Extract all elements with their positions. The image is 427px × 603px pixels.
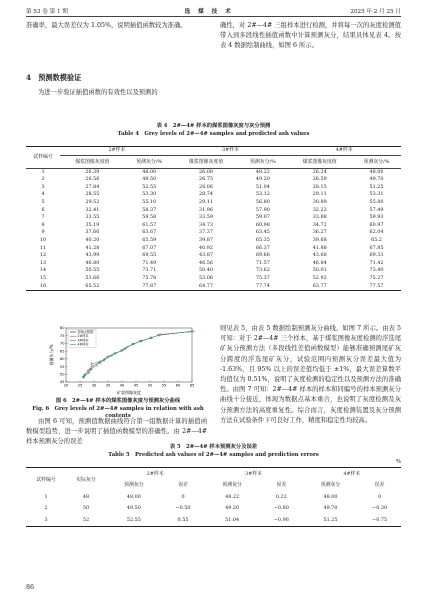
table-row: [26, 252, 401, 260]
x-tick-label: 20: [63, 383, 69, 388]
table-cell: 77.87: [142, 282, 157, 289]
table-cell: 32.23: [312, 206, 327, 213]
table-cell: 53.12: [255, 191, 270, 198]
table-cell: 29.52: [85, 198, 100, 205]
table-cell: 27.84: [85, 183, 100, 190]
table-cell: 49.70: [323, 505, 338, 512]
table-cell: 50.40: [199, 267, 214, 274]
table-cell: 77.57: [369, 282, 384, 289]
body-left-text: 由图 6 可知，预测值数据曲线符合第一组数据计算的插值函数模型趋势，进一步说明了插值函数模型的准确性。由 2#—4# 样本预测灰分的误差: [26, 418, 207, 446]
table4-sub-gray: 煤浆图像灰度值: [287, 155, 352, 168]
table-cell: 51.25: [369, 183, 384, 190]
table-cell: 16: [39, 282, 47, 289]
running-header: [26, 6, 401, 17]
figure6-caption-en: Fig. 6 Grey levels of 2#—4# samples in relation with ash contents: [32, 406, 204, 419]
table-cell: 4: [41, 191, 45, 198]
table-cell: 0: [378, 493, 382, 500]
table-cell: −0.75: [372, 516, 388, 523]
table-row: [26, 222, 401, 230]
table-cell: 43.68: [312, 252, 327, 259]
table4-sub-ash: 预测灰分/%: [352, 155, 401, 168]
table-cell: 41.28: [85, 244, 100, 251]
table-cell: 40.92: [199, 244, 214, 251]
x-tick-label: 35: [105, 383, 111, 388]
table-cell: 75.37: [255, 274, 270, 281]
table-cell: 2: [41, 176, 45, 183]
table-cell: 48.22: [225, 493, 240, 500]
table-cell: 65.2: [371, 236, 382, 243]
table-cell: 53.66: [85, 274, 100, 281]
table-cell: 55.10: [142, 198, 157, 205]
table-cell: 10: [39, 236, 47, 243]
table-cell: 57.49: [369, 206, 384, 213]
table-cell: 61.57: [142, 221, 157, 228]
y-tick-label: 50: [59, 372, 65, 377]
table-cell: 75.78: [142, 274, 157, 281]
table-cell: 30.89: [312, 198, 327, 205]
table-cell: 59.93: [369, 214, 384, 221]
table-cell: 56.80: [255, 198, 270, 205]
table-row: [26, 245, 401, 253]
table-cell: 71.57: [255, 259, 270, 266]
table-cell: 5: [41, 198, 45, 205]
table-cell: 7: [41, 214, 45, 221]
table-cell: 63.67: [142, 229, 157, 236]
table-cell: 48.00: [142, 168, 157, 175]
table-cell: 60.98: [255, 221, 270, 228]
table-cell: 67.85: [369, 244, 384, 251]
table-cell: 26.39: [85, 168, 100, 175]
table4-col-id: 试样编号: [26, 147, 60, 169]
table-row: [26, 237, 401, 245]
table-cell: 46.56: [199, 259, 214, 266]
table-cell: 71.42: [369, 259, 384, 266]
table-cell: 39.87: [199, 236, 214, 243]
table-cell: 0: [181, 493, 185, 500]
table-cell: 26.24: [312, 168, 327, 175]
table-cell: 33.59: [199, 214, 214, 221]
table-cell: 48.00: [323, 493, 338, 500]
table4-group-4: 4#样本: [287, 147, 401, 156]
table-cell: 9: [41, 229, 45, 236]
table-cell: 2: [44, 505, 48, 512]
table5-sub-pred: 预测灰分: [320, 482, 341, 489]
table-cell: 3: [41, 183, 45, 190]
table-row: [26, 514, 401, 526]
table-cell: 53.06: [199, 274, 214, 281]
table5-unit: %: [395, 459, 401, 465]
y-tick-label: 75: [59, 333, 65, 338]
para-1: 为进一步验证插值函数的有效性以及预测的: [38, 89, 158, 96]
table-cell: 37.37: [199, 229, 214, 236]
table-cell: 62.04: [369, 229, 384, 236]
page-number: 86: [26, 584, 35, 591]
table-cell: 69.55: [142, 252, 157, 259]
x-tick-label: 45: [133, 383, 139, 388]
table-cell: 55.80: [369, 198, 384, 205]
intro-left-text: 准确率，最大误差仅为 1.05%，说明插值函数较为准确。: [26, 22, 187, 29]
table-cell: 49.50: [142, 176, 157, 183]
table-cell: 49.50: [126, 505, 141, 512]
table-cell: 8: [41, 221, 45, 228]
table-cell: 73.40: [369, 267, 384, 274]
journal-title: 选 煤 技 术: [184, 9, 234, 15]
table-cell: 46.80: [85, 259, 100, 266]
y-tick-label: 65: [59, 349, 65, 354]
table4-sub-ash: 预测灰分/%: [238, 155, 287, 168]
table-row: [26, 184, 401, 192]
section-heading: 4 预测数模验证: [26, 73, 82, 82]
table-row: [26, 207, 401, 215]
table-cell: 15: [39, 274, 47, 281]
legend-label: 原始点数据: [77, 330, 94, 334]
table-cell: 57.90: [255, 206, 270, 213]
x-tick-label: 60: [175, 383, 181, 388]
table5-group-2: 2#样本: [146, 470, 164, 477]
table-cell: 26.75: [199, 176, 214, 183]
table-cell: 51.04: [255, 183, 270, 190]
table-cell: 12: [39, 252, 47, 259]
table-cell: 41.88: [312, 244, 327, 251]
table-row: [26, 491, 401, 503]
table-cell: 14: [39, 267, 47, 274]
table-cell: 13: [39, 259, 47, 266]
table-cell: 52: [82, 516, 90, 523]
table-cell: 26.56: [85, 176, 100, 183]
table5-sub-err: 误差: [178, 482, 188, 489]
table-cell: 65.35: [255, 236, 270, 243]
table-cell: 48: [82, 493, 90, 500]
table-cell: 39.68: [312, 236, 327, 243]
table-cell: 52.92: [312, 274, 327, 281]
table-cell: 67.07: [142, 244, 157, 251]
y-tick-label: 55: [59, 364, 65, 369]
table-row: [26, 267, 401, 275]
table5-caption-en: Table 5 Predicted ash values of 2#—4# samples and prediction errors: [108, 452, 319, 458]
table5: [26, 467, 401, 527]
table-cell: 29.11: [312, 191, 327, 198]
table-cell: 34.73: [199, 221, 214, 228]
series-line: [83, 332, 188, 378]
table4: [26, 146, 401, 291]
table4-caption-cn: 表 4 2#—4# 样本的煤浆图像灰度与灰分预测: [156, 123, 271, 129]
table-cell: 33.55: [85, 214, 100, 221]
legend-label: 3#样本: [77, 338, 89, 343]
table-cell: −0.80: [273, 505, 289, 512]
table4-group-3: 3#样本: [174, 147, 288, 156]
table-cell: −0.96: [273, 516, 289, 523]
series-line: [84, 331, 194, 377]
x-tick-label: 65: [189, 383, 195, 388]
x-tick-label: 50: [147, 383, 153, 388]
table-cell: 0.55: [177, 516, 189, 523]
table-row: [26, 214, 401, 222]
table-cell: 46.84: [312, 259, 327, 266]
table-cell: 53.30: [142, 191, 157, 198]
legend-label: 4#样本: [77, 342, 89, 347]
table-cell: 59.07: [255, 214, 270, 221]
table5-sub-err: 误差: [374, 482, 385, 489]
table-cell: 73.62: [255, 267, 270, 274]
table-cell: −0.50: [175, 505, 191, 512]
table-cell: 34.72: [312, 221, 327, 228]
table-row: [26, 283, 401, 291]
table-cell: 65.59: [142, 236, 157, 243]
table-row: [26, 275, 401, 283]
table-cell: 75.27: [369, 274, 384, 281]
table-cell: 6: [41, 206, 45, 213]
x-axis-label: 矿浆图像灰度: [117, 390, 141, 395]
table-cell: 66.37: [255, 244, 270, 251]
table-row: [26, 260, 401, 268]
table5-sub-err: 误差: [276, 482, 287, 489]
figure6-chart: [48, 324, 196, 396]
figure6-caption-cn: 图 6 2#—4# 样本的煤浆图像灰度与预测灰分曲线: [55, 398, 181, 404]
table-cell: 31.96: [199, 206, 214, 213]
table5-caption-cn: 表 5 2#—4# 样本预测灰分及误差: [169, 444, 258, 450]
table4-sub-gray: 煤浆图像灰度值: [174, 155, 239, 168]
series-line: [83, 331, 191, 377]
table4-caption-en: Table 4 Grey levels of 2#—4# samples and predicted ash values: [117, 131, 310, 137]
table5-sub-pred: 预测灰分: [124, 482, 144, 489]
table-cell: 1: [44, 493, 48, 500]
table-cell: 1: [41, 168, 45, 175]
journal-volume: 第 53 卷 第 1 期: [26, 9, 68, 15]
intro-right-text: 确性，对 2#—4# 三组样本进行检测，并将每一次的灰度检测值带入到多段线性插值函数中计算预测灰分，结果具体见表 4。按表 4 数据绘制曲线，如图 6 所示。: [220, 22, 401, 50]
y-tick-label: 45: [59, 380, 65, 385]
table-row: [26, 199, 401, 207]
table-row: [26, 191, 401, 199]
table-cell: 71.49: [142, 259, 157, 266]
table-cell: 35.19: [85, 221, 100, 228]
table-cell: 59.58: [142, 214, 157, 221]
table-cell: 29.11: [199, 198, 214, 205]
table-cell: 48.00: [369, 168, 384, 175]
table-cell: 49.20: [225, 505, 240, 512]
table4-sub-ash: 预测灰分/%: [125, 155, 174, 168]
table-cell: 63.77: [312, 282, 327, 289]
table5-col-actual: 实际灰分: [76, 476, 96, 483]
table-cell: 48.00: [126, 493, 141, 500]
table-cell: 40.20: [85, 236, 100, 243]
x-tick-label: 40: [119, 383, 125, 388]
table-cell: 48.22: [255, 168, 270, 175]
y-axis-label: 预测灰分/%: [49, 344, 54, 366]
table-cell: −0.30: [372, 505, 388, 512]
table5-group-4: 4#样本: [343, 470, 361, 477]
table-cell: 26.59: [312, 176, 327, 183]
table-cell: 73.71: [142, 267, 157, 274]
legend-label: 2#样本: [77, 334, 89, 339]
table-cell: 28.74: [199, 191, 214, 198]
table-row: [26, 503, 401, 515]
table4-group-2: 2#样本: [60, 147, 174, 156]
table-cell: 52.55: [142, 183, 157, 190]
y-tick-label: 80: [59, 326, 65, 331]
table-cell: 0.22: [275, 493, 287, 500]
body-right-text: 则见表 5，由表 5 数据绘制预测灰分曲线，如图 7 所示。由表 5 可知：对于 2#—4# 三个样本，基于煤浆图像灰度检测的浮选尾矿灰分预测方法（多段线性差值函数模型）能够准确预测尾矿灰分跨度的浮选尾矿灰分，试验范围内预测灰分误差最大值为 -1.63%，且 95% 以上的误差值均低于 ±1%，最大误差算数平均值仅为 0.51%，说明了灰度检测的稳定性以及预测方法的准确性。由图 7 可知：2#—4# 样本的样本和同编号的样本预测灰分曲线十分接近，体现为数据点基本重合，也说明了灰度检测及灰分预测方法的高度重复性。综合而言，灰度检测装置及灰分预测方法在试验条件下可良好工作，精度和稳定性均较高。: [220, 325, 401, 424]
x-tick-label: 55: [161, 383, 167, 388]
table5-sub-pred: 预测灰分: [222, 482, 242, 489]
table-cell: 50.01: [312, 267, 327, 274]
table-row: [26, 229, 401, 237]
table-cell: 26.08: [199, 168, 214, 175]
table-cell: 49.70: [369, 176, 384, 183]
table-cell: 51.04: [225, 516, 240, 523]
table-cell: 28.15: [312, 183, 327, 190]
table-cell: 69.33: [369, 252, 384, 259]
table-cell: 53.31: [369, 191, 384, 198]
table-cell: 49.20: [255, 176, 270, 183]
table-cell: 32.41: [85, 206, 100, 213]
x-tick-label: 25: [77, 383, 83, 388]
publication-date: 2025 年 2 月 25 日: [350, 9, 401, 15]
y-tick-label: 70: [59, 341, 65, 346]
table4-sub-gray: 煤浆图像灰度值: [60, 155, 125, 168]
table-cell: 37.66: [85, 229, 100, 236]
table-cell: 3: [44, 516, 48, 523]
table5-col-id: 试样编号: [36, 476, 56, 483]
y-tick-label: 60: [59, 357, 65, 362]
table-cell: 28.55: [85, 191, 100, 198]
table-cell: 33.88: [312, 214, 327, 221]
table-cell: 60.97: [369, 221, 384, 228]
table-cell: 36.27: [312, 229, 327, 236]
table-cell: 63.45: [255, 229, 270, 236]
table-cell: 43.99: [85, 252, 100, 259]
table-cell: 64.77: [199, 282, 214, 289]
table-cell: 28.06: [199, 183, 214, 190]
table5-group-3: 3#样本: [244, 470, 262, 477]
table-cell: 69.66: [255, 252, 270, 259]
table-cell: 50.55: [85, 267, 100, 274]
table-cell: 51.25: [323, 516, 338, 523]
table-row: [26, 168, 401, 176]
table-cell: 11: [39, 244, 47, 251]
table-cell: 43.87: [199, 252, 214, 259]
table-cell: 58.37: [142, 206, 157, 213]
table-cell: 65.52: [85, 282, 100, 289]
table-cell: 52.55: [126, 516, 141, 523]
table-row: [26, 176, 401, 184]
x-tick-label: 30: [91, 383, 97, 388]
table-cell: 50: [82, 505, 90, 512]
table-cell: 77.74: [255, 282, 270, 289]
